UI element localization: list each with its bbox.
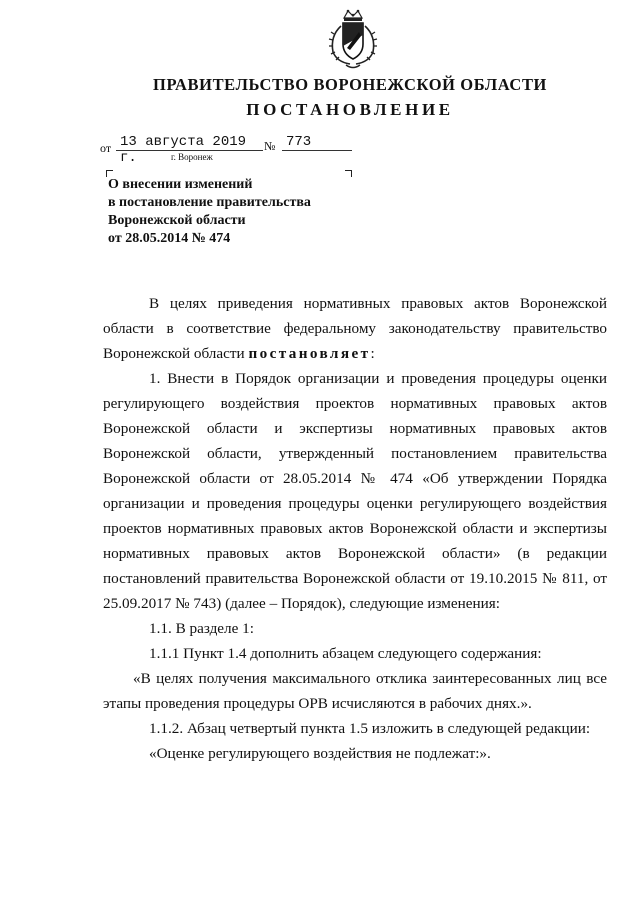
body-paragraph: 1. Внести в Порядок организации и проведения процедуры оценки регулирующего воздействия проектов нормативных правовых актов Воронежской области и экспертизы нормативных правовых актов Воронежской области, утвержденный постановлением правительства Воронежской области от 28.05.2014 № 474 «Об утверждении Порядка организации и проведения процедуры оценки регулирующего воздействия проектов нормативных правовых актов Воронежской области и экспертизы нормативных правовых актов Воронежской области» (в редакции постановлений правительства Воронежской области от 19.10.2015 № 811, от 25.09.2017 № 743) (далее – Порядок), следующие изменения: [103, 370, 607, 612]
body-paragraph: 1.1. В разделе 1: [149, 620, 254, 637]
preamble-emphasis: постановляет [248, 345, 371, 362]
city-label: г. Воронеж [171, 152, 213, 162]
subject-line: О внесении изменений [108, 177, 253, 192]
subject-line: в постановление правительства [108, 195, 311, 210]
body-paragraph: «В целях получения максимального отклика заинтересованных лиц все этапы проведения процедуры ОРВ исчисляются в рабочих днях.». [103, 670, 607, 712]
body-paragraph: «Оценке регулирующего воздействия не подлежат:». [149, 745, 491, 762]
preamble-end: : [370, 345, 375, 362]
organization-title: ПРАВИТЕЛЬСТВО ВОРОНЕЖСКОЙ ОБЛАСТИ [153, 75, 547, 94]
preamble-text: В целях приведения нормативных правовых актов Воронежской области в соответствие федеральному законодательству правительство Воронежской области [103, 295, 607, 362]
document-number: 773 [282, 134, 352, 151]
document-type: ПОСТАНОВЛЕНИЕ [246, 100, 454, 119]
document-body [103, 291, 607, 766]
document-date: 13 августа 2019 г. [116, 134, 263, 151]
coat-of-arms-icon [324, 8, 382, 72]
subject-line: от 28.05.2014 № 474 [108, 231, 231, 246]
subject-line: Воронежской области [108, 213, 246, 228]
document-subject [108, 176, 348, 248]
preamble-paragraph [103, 291, 607, 366]
number-prefix: № [264, 139, 276, 153]
body-paragraph: 1.1.2. Абзац четвертый пункта 1.5 изложить в следующей редакции: [149, 720, 591, 737]
body-paragraph: 1.1.1 Пункт 1.4 дополнить абзацем следующего содержания: [149, 645, 542, 662]
date-prefix: от [100, 141, 112, 155]
